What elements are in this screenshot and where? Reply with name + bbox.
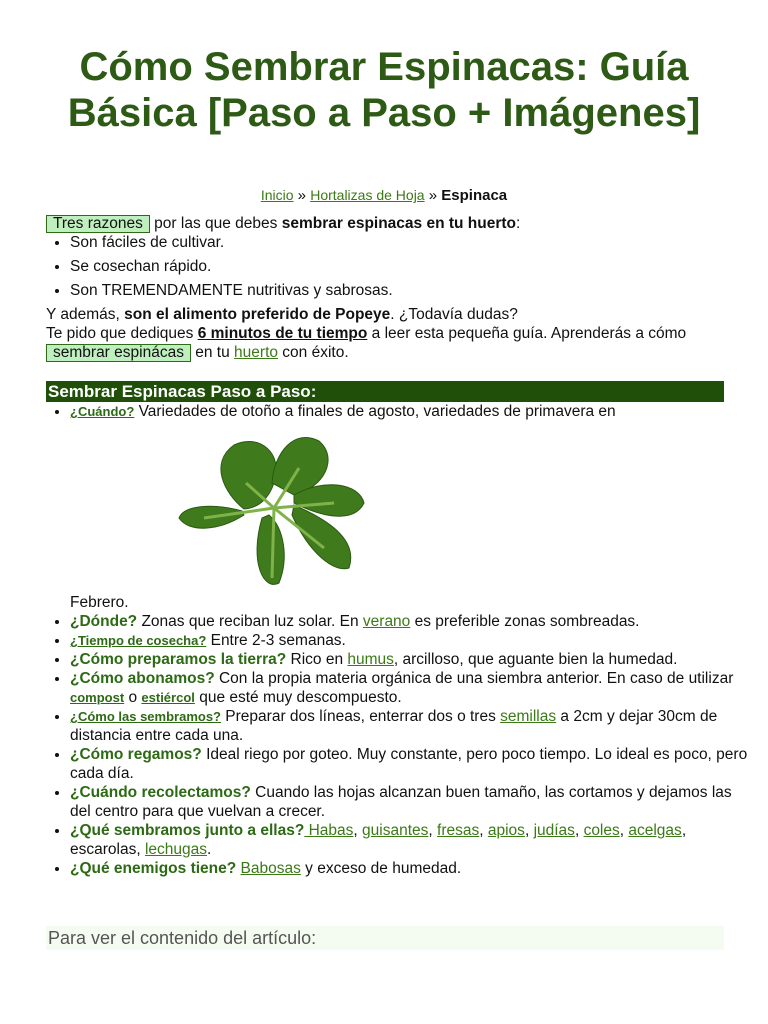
- answer-text: Cuando las hojas alcanzan buen tamaño, las cortamos y dejamos las del centro para que vuelvan a crecer.: [70, 784, 732, 820]
- reasons-list: [46, 233, 726, 300]
- semillas-link[interactable]: semillas: [500, 708, 557, 725]
- answer-text: Variedades de otoño a finales de agosto, variedades de primavera en: [134, 403, 616, 420]
- separator-text: ,: [353, 822, 363, 839]
- separator-text: , escarolas,: [70, 822, 687, 858]
- text: Y además,: [46, 306, 125, 323]
- answer-text: Zonas que reciban luz solar. En: [141, 613, 363, 630]
- list-item: [70, 821, 750, 859]
- intro-section: [46, 214, 726, 362]
- guisantes-link[interactable]: guisantes: [362, 822, 429, 839]
- list-item: [70, 859, 750, 878]
- question-link-harvest-time[interactable]: ¿Tiempo de cosecha?: [70, 633, 207, 648]
- estiercol-link[interactable]: estiércol: [141, 690, 195, 705]
- list-item: [70, 745, 750, 783]
- answer-text: y exceso de humedad.: [300, 860, 462, 877]
- answer-text: Con la propia materia orgánica de una siembra anterior. En caso de utilizar: [218, 670, 734, 687]
- list-item: [70, 650, 750, 669]
- acelgas-link[interactable]: acelgas: [628, 822, 682, 839]
- breadcrumb: [0, 187, 768, 204]
- breadcrumb-category-link[interactable]: Hortalizas de Hoja: [310, 187, 425, 203]
- question-label: ¿Cómo abonamos?: [70, 670, 219, 687]
- answer-text: a 2cm y dejar 30cm de distancia entre cada una.: [70, 708, 718, 744]
- text: a leer esta pequeña guía. Aprenderás a cómo: [367, 325, 687, 342]
- page-title: Cómo Sembrar Espinacas: Guía Básica [Paso a Paso + Imágenes]: [67, 45, 701, 135]
- breadcrumb-separator: »: [424, 187, 442, 204]
- intro-text: :: [516, 215, 521, 232]
- intro-text: por las que debes: [149, 215, 282, 232]
- verano-link[interactable]: verano: [362, 613, 411, 630]
- answer-text: Entre 2-3 semanas.: [206, 632, 346, 649]
- article-content-prompt: Para ver el contenido del artículo:: [46, 926, 724, 950]
- separator-text: .: [207, 841, 212, 858]
- steps-list: [46, 402, 750, 878]
- answer-text: es preferible zonas sombreadas.: [410, 613, 640, 630]
- question-label: ¿Cuándo recolectamos?: [70, 784, 251, 801]
- apios-link[interactable]: apios: [487, 822, 525, 839]
- answer-text: Febrero.: [70, 594, 129, 611]
- breadcrumb-separator: »: [293, 187, 311, 204]
- separator-text: ,: [479, 822, 488, 839]
- list-item: [70, 631, 750, 650]
- question-label: ¿Dónde?: [70, 613, 142, 630]
- text: en tu: [190, 344, 235, 361]
- list-item: • Son fáciles de cultivar.: [70, 233, 726, 252]
- humus-link[interactable]: humus: [347, 651, 394, 668]
- compost-link[interactable]: compost: [70, 690, 125, 705]
- question-label: ¿Cómo preparamos la tierra?: [70, 651, 287, 668]
- intro-bold: sembrar espinacas en tu huerto: [281, 215, 517, 232]
- breadcrumb-current: Espinaca: [441, 187, 508, 204]
- section-heading: Sembrar Espinacas Paso a Paso:: [46, 381, 724, 402]
- question-label: ¿Qué sembramos junto a ellas?: [70, 822, 305, 839]
- separator-text: ,: [428, 822, 438, 839]
- highlight-box: sembrar espinácas: [46, 344, 191, 362]
- bold-text: son el alimento preferido de Popeye: [124, 306, 391, 323]
- separator-text: ,: [574, 822, 584, 839]
- spinach-plant-image: [174, 423, 374, 593]
- answer-text: , arcilloso, que aguante bien la humedad.: [393, 651, 678, 668]
- coles-link[interactable]: coles: [583, 822, 620, 839]
- list-item: [70, 783, 750, 821]
- babosas-link[interactable]: Babosas: [240, 860, 301, 877]
- breadcrumb-home-link[interactable]: Inicio: [260, 187, 294, 203]
- separator-text: ,: [524, 822, 534, 839]
- text: . ¿Todavía dudas?: [390, 306, 518, 323]
- list-item: [70, 669, 750, 707]
- list-item: [70, 707, 750, 745]
- list-item: • Se cosechan rápido.: [70, 257, 726, 276]
- list-item: [70, 612, 750, 631]
- answer-text: o: [124, 689, 142, 706]
- question-link-when[interactable]: ¿Cuándo?: [70, 404, 135, 419]
- answer-text: Preparar dos líneas, enterrar dos o tres: [221, 708, 501, 725]
- list-item: • Son TREMENDAMENTE nutritivas y sabrosas.: [70, 281, 726, 300]
- question-label: ¿Cómo regamos?: [70, 746, 202, 763]
- fresas-link[interactable]: fresas: [437, 822, 480, 839]
- question-label: ¿Qué enemigos tiene?: [70, 860, 237, 877]
- judias-link[interactable]: judías: [533, 822, 575, 839]
- lechugas-link[interactable]: lechugas: [144, 841, 207, 858]
- highlight-box: Tres razones: [46, 215, 150, 233]
- time-line: [46, 324, 726, 362]
- bold-text: 6 minutos de tu tiempo: [197, 325, 368, 342]
- answer-text: Ideal riego por goteo. Muy constante, pero poco tiempo. Lo ideal es poco, pero cada día.: [70, 746, 748, 782]
- popeye-line: [46, 305, 726, 324]
- list-item: [70, 402, 750, 612]
- intro-line: [46, 214, 726, 233]
- question-link-how-sow[interactable]: ¿Cómo las sembramos?: [70, 709, 221, 724]
- habas-link[interactable]: Habas: [304, 822, 354, 839]
- text: Te pido que dediques: [46, 325, 198, 342]
- text: con éxito.: [278, 344, 349, 361]
- huerto-link[interactable]: huerto: [234, 344, 278, 361]
- answer-text: Rico en: [286, 651, 348, 668]
- answer-text: que esté muy descompuesto.: [194, 689, 402, 706]
- separator-text: ,: [619, 822, 629, 839]
